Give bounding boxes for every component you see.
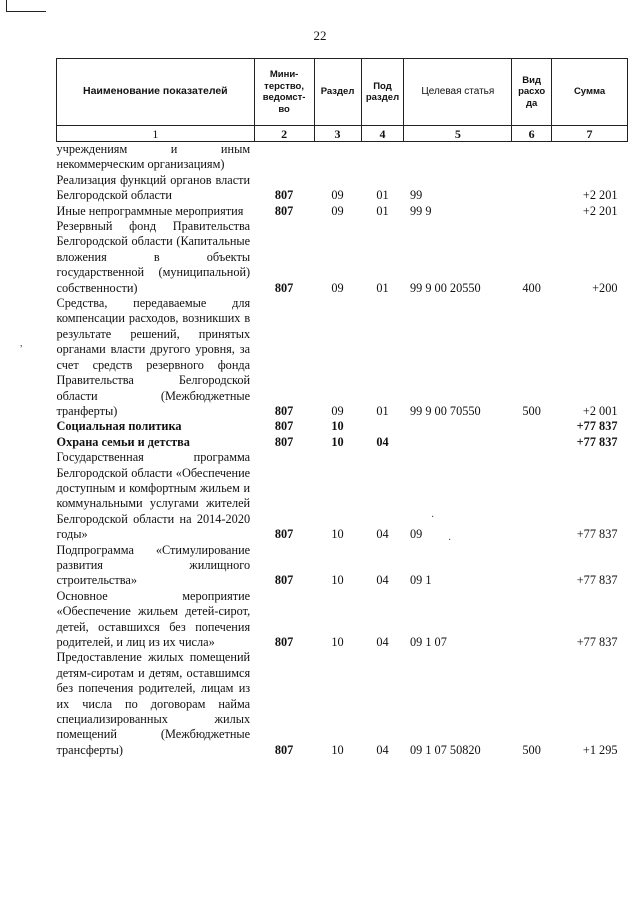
header-ministry: Мини- терство, ведомст- во bbox=[254, 59, 314, 126]
column-number: 1 bbox=[57, 126, 255, 142]
target-article: 09 1 bbox=[409, 573, 432, 588]
ministry-code: 807 bbox=[274, 742, 294, 757]
target-article: 99 9 bbox=[409, 203, 432, 218]
target-article: 09 1 07 bbox=[409, 635, 447, 649]
amount: +2 201 bbox=[582, 188, 618, 203]
target-article: 09 bbox=[409, 527, 423, 542]
indicator-name: Основное мероприятие «Обеспечение жильем детей-сирот, детей, оставшихся без попечения родителей, и лиц из их числа» bbox=[56, 588, 251, 649]
indicator-name: Иные непрограммные мероприятия bbox=[56, 203, 244, 218]
table-row bbox=[57, 435, 628, 450]
section-code: 10 bbox=[331, 635, 344, 649]
table-row bbox=[57, 204, 628, 219]
section-code: 10 bbox=[331, 742, 344, 757]
subsection-code: 04 bbox=[376, 742, 389, 757]
section-code: 09 bbox=[331, 203, 344, 218]
indicator-name: Средства, передаваемые для компенсации расходов, возникших в результате решений, принятых органами власти другого уровня, за счет средств резервного фонда Правительства Белгородской области (Межбюджетные транферты) bbox=[56, 296, 251, 418]
expense-type bbox=[512, 450, 552, 542]
amount bbox=[552, 142, 628, 173]
section-code: 10 bbox=[331, 434, 344, 449]
expense-type bbox=[512, 142, 552, 173]
ministry-code: 807 bbox=[274, 434, 294, 449]
expense-type bbox=[512, 435, 552, 450]
column-number: 7 bbox=[552, 126, 628, 142]
header-row bbox=[57, 59, 628, 126]
section-code: 09 bbox=[331, 188, 344, 203]
table-row bbox=[57, 219, 628, 296]
header-subsection: Под раздел bbox=[361, 59, 404, 126]
expense-type: 500 bbox=[522, 742, 541, 757]
section-code: 09 bbox=[331, 280, 344, 295]
table-row bbox=[57, 296, 628, 419]
target-article bbox=[404, 435, 512, 450]
column-number: 3 bbox=[314, 126, 361, 142]
indicator-name: Подпрограмма «Стимулирование развития жилищного строительства» bbox=[56, 542, 251, 588]
header-amount: Сумма bbox=[552, 59, 628, 126]
section-code: 10 bbox=[331, 573, 344, 588]
indicator-name: Реализация функций органов власти Белгородской области bbox=[56, 172, 251, 203]
indicator-name: Государственная программа Белгородской области «Обеспечение доступным и комфортным жильем и коммунальными услугами жителей Белгородской области на 2014-2020 годы» bbox=[56, 450, 251, 542]
subsection-code: 04 bbox=[376, 434, 389, 449]
ministry-code: 807 bbox=[274, 188, 294, 203]
table-row bbox=[57, 650, 628, 758]
subsection-code: 01 bbox=[376, 203, 389, 218]
table-body bbox=[57, 142, 628, 759]
expense-type bbox=[512, 173, 552, 204]
target-article: 09 1 07 50820 bbox=[409, 742, 481, 757]
page-number: 22 bbox=[313, 28, 327, 43]
amount: +77 837 bbox=[576, 527, 618, 542]
stray-mark-mid-2: · bbox=[448, 535, 452, 546]
subsection-code: 04 bbox=[376, 573, 389, 588]
subsection-code: 01 bbox=[376, 280, 389, 295]
stray-mark-left: , bbox=[20, 338, 23, 349]
target-article bbox=[404, 419, 512, 434]
amount: +77 837 bbox=[576, 573, 618, 588]
expense-type: 400 bbox=[522, 280, 541, 295]
budget-table bbox=[56, 58, 628, 758]
column-number-row bbox=[57, 126, 628, 142]
section-code: 10 bbox=[331, 527, 344, 542]
expense-type bbox=[512, 204, 552, 219]
indicator-name: Резервный фонд Правительства Белгородской области (Капитальные вложения в объекты государственной (муниципальной) собственности) bbox=[56, 219, 251, 295]
target-article: 99 9 00 20550 bbox=[409, 280, 481, 295]
amount: +200 bbox=[592, 280, 618, 295]
table-row bbox=[57, 419, 628, 434]
ministry-code: 807 bbox=[274, 419, 294, 434]
target-article: 99 bbox=[409, 188, 423, 203]
header-section: Раздел bbox=[314, 59, 361, 126]
table-row bbox=[57, 173, 628, 204]
subsection-code bbox=[361, 419, 404, 434]
expense-type: 500 bbox=[522, 403, 541, 418]
expense-type bbox=[512, 543, 552, 589]
amount: +77 837 bbox=[576, 635, 618, 649]
ministry-code: 807 bbox=[274, 403, 294, 418]
indicator-name: учреждениям и иным некоммерческим организациям) bbox=[56, 142, 251, 172]
header-name: Наименование показателей bbox=[57, 59, 255, 126]
header-expense-type: Вид расхо да bbox=[512, 59, 552, 126]
section-code: 09 bbox=[331, 403, 344, 418]
expense-type bbox=[512, 419, 552, 434]
amount: +77 837 bbox=[576, 419, 618, 434]
stray-mark-mid-1: · bbox=[431, 512, 435, 523]
header-target-article: Целевая статья bbox=[404, 59, 512, 126]
amount: +2 201 bbox=[582, 203, 618, 218]
section-code: 10 bbox=[331, 419, 344, 434]
amount: +1 295 bbox=[582, 742, 618, 757]
table-row bbox=[57, 543, 628, 589]
table-row bbox=[57, 142, 628, 173]
indicator-name: Предоставление жилых помещений детям-сиротам и детям, оставшимся без попечения родителей, лицам из их числа по договорам найма специализированных жилых помещений (Межбюджетные трансферты) bbox=[56, 650, 251, 757]
column-number: 4 bbox=[361, 126, 404, 142]
ministry-code: 807 bbox=[274, 280, 294, 295]
ministry-code bbox=[254, 142, 314, 173]
column-number: 5 bbox=[404, 126, 512, 142]
target-article bbox=[404, 142, 512, 173]
indicator-name: Охрана семьи и детства bbox=[56, 434, 190, 449]
amount: +77 837 bbox=[576, 434, 618, 449]
column-number: 2 bbox=[254, 126, 314, 142]
table-row bbox=[57, 450, 628, 542]
ministry-code: 807 bbox=[274, 527, 294, 542]
ministry-code: 807 bbox=[274, 203, 294, 218]
corner-mark-horizontal bbox=[6, 11, 46, 12]
subsection-code: 04 bbox=[376, 635, 389, 649]
subsection-code bbox=[361, 142, 404, 173]
expense-type bbox=[512, 589, 552, 651]
amount: +2 001 bbox=[582, 403, 618, 418]
indicator-name: Социальная политика bbox=[56, 419, 182, 434]
subsection-code: 01 bbox=[376, 403, 389, 418]
ministry-code: 807 bbox=[274, 635, 294, 649]
target-article: 99 9 00 70550 bbox=[409, 403, 481, 418]
subsection-code: 04 bbox=[376, 527, 389, 542]
subsection-code: 01 bbox=[376, 188, 389, 203]
table-row bbox=[57, 589, 628, 651]
ministry-code: 807 bbox=[274, 573, 294, 588]
section-code bbox=[314, 142, 361, 173]
column-number: 6 bbox=[512, 126, 552, 142]
